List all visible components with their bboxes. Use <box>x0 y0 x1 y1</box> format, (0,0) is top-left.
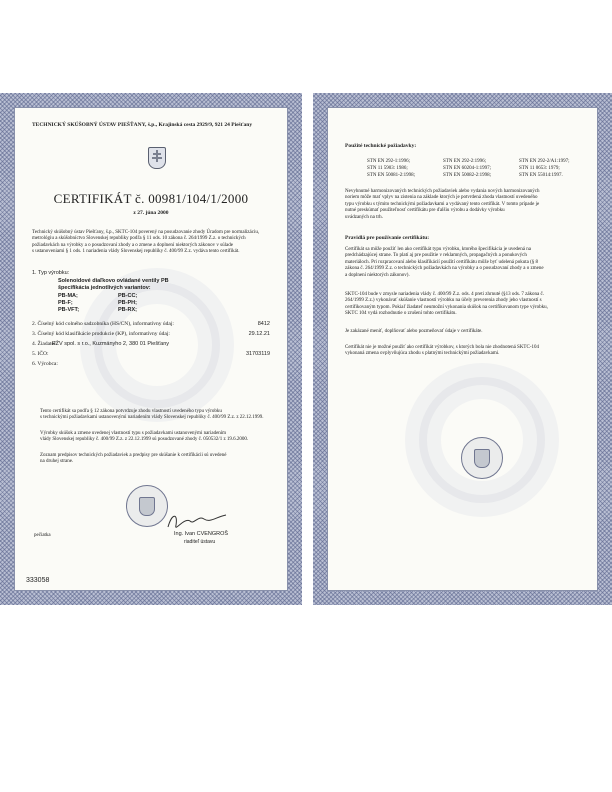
variant-item: PB-CC; <box>118 293 138 299</box>
paragraph-line: vlády Slovenskej republiky č. 400/99 Z.z. z 22.12.1999 sú posudzované zhody č. 050532/1 z 19.6.2000. <box>40 437 249 443</box>
paragraph-line: vykonaná zmena ovplyvňujúca zhodu s platnými technickými požiadavkami. <box>345 351 500 357</box>
variant-item: PB-RX; <box>118 307 137 313</box>
stamp-label: pečiatka <box>34 533 51 538</box>
official-seal-icon <box>461 437 503 479</box>
paragraph-line: SKTC-104 bude v zmysle nariadenia vlády č. 400/99 Z.z. ods. 4 preti zhrnuté (§13 ods. 7 zákona č. <box>345 292 544 297</box>
paragraph-line: noriem môže mať vplyv na zistenia na základe ktorých je potvrdená zhoda vlastností uvedeného <box>345 195 538 201</box>
paragraph-line: SKTC 104 vydá rozhodnutie o zrušení tohto certifikátu. <box>345 311 457 317</box>
confirmation-paragraph <box>40 409 286 422</box>
rules-paragraph-1 <box>345 247 595 279</box>
paragraph-line: na druhej strane. <box>40 459 74 465</box>
paragraph-line: Nevyhnutné harmonizovaných technických požiadaviek alebo vydania nových harmonizovaných <box>345 189 540 194</box>
product-name: Solenoidové diaľkovo ovládané ventily PB <box>58 278 169 284</box>
standard-item: STN EN 292-2:1996; <box>443 159 487 164</box>
variant-item: PB-MA; <box>58 293 78 299</box>
item3-value: 29.12.21 <box>248 331 270 337</box>
paragraph-line: Výrobky skúšok a zmene uvedenej vlastností typu s požiadavkami ustanovenými nariadením <box>40 431 227 436</box>
paragraph-line: typu výrobku s týmito technickými požiadavkami a vydávaný tento certifikát. V tomto prípade je <box>345 201 540 207</box>
paragraph-line: nutné preskúmať použiteľnosť certifikátu pre ďalšiu výrobu a dodávky výrobku <box>345 208 505 214</box>
serial-number: 333058 <box>26 577 50 584</box>
item2-value: 8412 <box>257 321 270 327</box>
variant-item: PB-PH; <box>118 300 137 306</box>
paragraph-line: Certifikát nie je možné použiť ako certifikát výrobkov, s ktorých bola nie zhodnotená SKTC-104 <box>345 345 539 350</box>
paragraph-line: s technickými požiadavkami ustanovenými nariadením vlády Slovenskej republiky č. 400/99 Z.z. z 22.12.1999. <box>40 415 264 421</box>
official-seal-icon <box>126 485 168 527</box>
certificate-back-content <box>327 107 598 591</box>
assessment-paragraph <box>40 431 286 444</box>
standard-item: STN 11 0653: 1979; <box>519 166 560 171</box>
certificate-date: z 27. júna 2000 <box>133 210 169 216</box>
paragraph-line: predchádzajúcej strane. To platí aj pre použitie v reklamných, propagačných a ponukových <box>345 253 527 259</box>
intro-line: metrológiu a skúšobníctvo Slovenskej republiky podľa § 11 ods. 10 zákona č. 264/1999 Z.z. o technických <box>32 236 246 242</box>
variant-item: PB-F; <box>58 300 73 306</box>
section-standards-title: Použité technické požiadavky: <box>345 143 417 149</box>
certificate-front-page <box>0 93 302 605</box>
certificate-back-page <box>313 93 612 605</box>
intro-line: požiadavkách na výrobky a o posudzovaní zhody a o zmene a doplnení niektorých zákonov v súlade <box>32 242 233 248</box>
paragraph-line: Tento certifikát sa podľa § 12 zákona potvrdzuje zhodu vlastností uvedeného typu výrobku <box>40 409 222 414</box>
paragraph-line: certifikovaným typom. Pokiaľ žiadateľ neumožní vykonania skúšok na certifikovanom type výrobku, <box>345 304 548 310</box>
coat-of-arms-icon <box>148 147 166 169</box>
intro-text <box>32 230 282 256</box>
intro-line: Technický skúšobný ústav Piešťany, š.p., SKTC-104 poverený na posudzovanie zhody Úradom pre normalizáciu, <box>32 230 260 235</box>
item4-row <box>32 341 270 349</box>
item2-row <box>32 321 270 329</box>
item4-label: 4. Žiadateľ: <box>32 341 58 347</box>
item4-value: EŽV spol. s r.o., Kuzmányho 2, 380 01 Piešťany <box>52 341 170 347</box>
standards-grid <box>367 159 598 181</box>
certificate-front-content <box>14 107 288 591</box>
paragraph-line: Certifikát sa môže použiť len ako certifikát typu výrobku, ktorého špecifikácia je uvedená na <box>345 247 531 252</box>
standard-item: STN 11 5903: 1986; <box>367 166 408 171</box>
issuer-header: TECHNICKÝ SKÚŠOBNÝ ÚSTAV PIEŠŤANY, š.p., Krajinská cesta 2929/9, 921 24 Piešťany <box>32 122 253 128</box>
rules-paragraph-4 <box>345 345 595 358</box>
item5-row <box>32 351 270 359</box>
certificate-title: CERTIFIKÁT č. 00981/104/1/2000 <box>53 191 249 206</box>
rules-paragraph-3: Je zakázané meniť, doplňovať alebo pozmeňovať údaje v certifikáte. <box>345 329 483 334</box>
paragraph-line: uvádzaných na trh. <box>345 214 383 220</box>
item3-label: 3. Číselný kód klasifikácie produkcie (KP), informatívny údaj: <box>32 331 170 337</box>
paragraph-line: Zoznam predpisov technických požiadaviek a predpisy pre skúšanie k certifikácii sú uvedené <box>40 453 227 458</box>
item6-label: 6. Výrobca: <box>32 361 58 367</box>
signer-title: riaditeľ ústavu <box>184 539 216 545</box>
paragraph-line: materiáloch. Pri rozpracovaní alebo klasifikácií použití certifikátu môže byť udelená pokuta (§ 8 <box>345 259 539 265</box>
standard-item: STN EN 292-2/A1:1997; <box>519 159 570 164</box>
variants-label: špecifikácia jednotlivých variantov: <box>58 285 151 291</box>
standards-note <box>345 189 595 221</box>
standard-item: STN EN 50081-2:1998; <box>367 173 416 178</box>
section-rules-title: Pravidlá pre používanie certifikátu: <box>345 235 430 241</box>
paragraph-line: a doplnení niektorých zákonov). <box>345 272 410 278</box>
signer-name: Ing. Ivan CVENGROŠ <box>174 531 229 537</box>
item5-label: 5. IČO: <box>32 351 49 357</box>
standard-item: STN EN 55014:1997. <box>519 173 563 178</box>
paragraph-line: zákona č. 264/1999 Z.z. o technických požiadavkách na výrobky a o posudzovaní zhody a o zmene <box>345 266 544 272</box>
standard-item: STN EN 292-1:1996; <box>367 159 411 164</box>
item2-label: 2. Číselný kód colného sadzobníka (HS/CN), informatívny údaj: <box>32 321 174 327</box>
item5-value: 31703119 <box>245 351 270 357</box>
item1-label: 1. Typ výrobku: <box>32 270 70 276</box>
paragraph-line: 264/1999 Z.z.) vykonávať skúšanie vlastností výrobku na účely preverenia zhody jeho vlastností s <box>345 298 542 304</box>
rules-paragraph-2 <box>345 292 595 318</box>
variant-item: PB-VFT; <box>58 307 80 313</box>
standard-item: STN EN 60204-1:1997; <box>443 166 492 171</box>
intro-line: s ustanoveniami § 1 ods. 1 nariadenia vlády Slovenskej republiky č. 400/99 Z.z. vydáva tento certifikát. <box>32 249 240 255</box>
variants-grid <box>58 293 178 314</box>
standards-reference-paragraph <box>40 453 286 466</box>
standard-item: STN EN 50082-2:1998; <box>443 173 492 178</box>
item3-row <box>32 331 270 339</box>
